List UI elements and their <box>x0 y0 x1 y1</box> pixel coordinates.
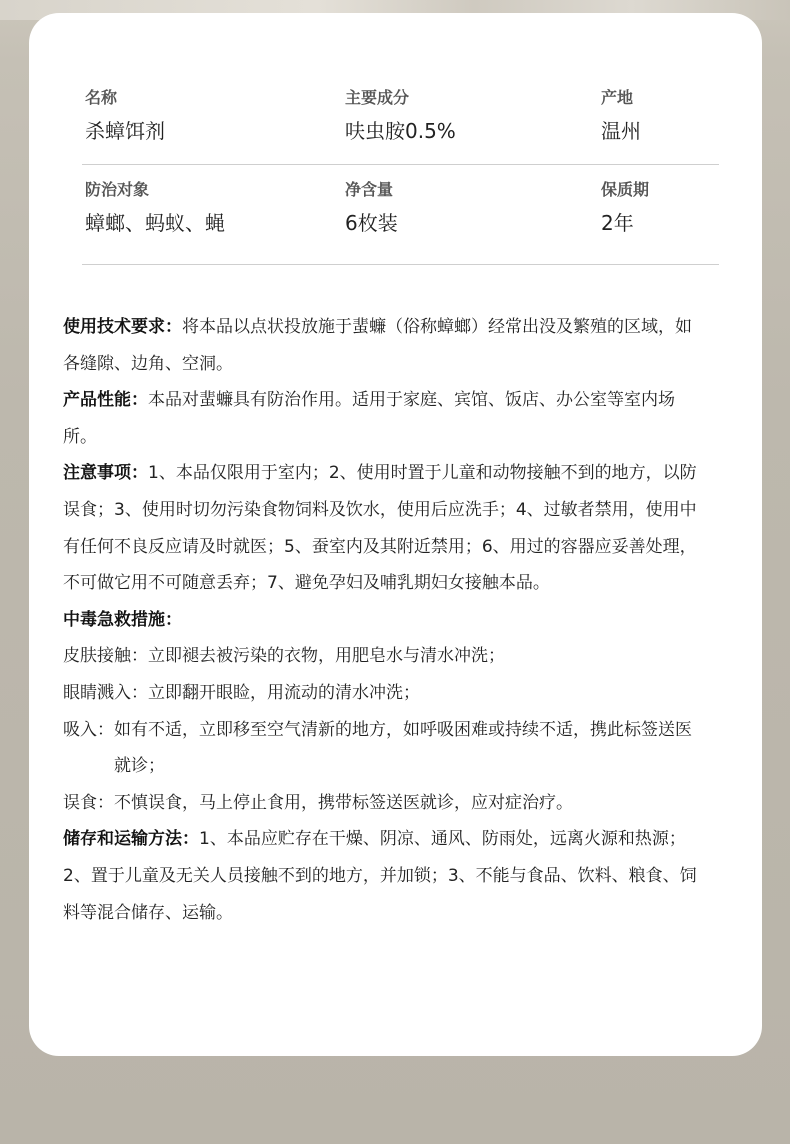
ingestion-label: 误食： <box>63 792 114 813</box>
spec-value: 杀蟑饵剂 <box>85 119 165 143</box>
spec-value: 6枚装 <box>345 211 398 235</box>
performance-paragraph <box>63 382 703 455</box>
spec-value: 温州 <box>601 119 641 143</box>
usage-title: 使用技术要求： <box>63 317 182 337</box>
spec-value: 蟑螂、蚂蚁、蝇 <box>85 211 225 235</box>
skin-contact-paragraph <box>63 638 703 675</box>
usage-paragraph <box>63 309 703 382</box>
performance-title: 产品性能： <box>63 390 148 411</box>
spec-net-content <box>345 179 398 236</box>
eye-contact-label: 眼睛溅入： <box>63 682 148 703</box>
spec-targets <box>85 179 225 236</box>
spec-origin <box>601 87 641 144</box>
storage-text: 1、本品应贮存在干燥、阴凉、通风、防雨处，远离火源和热源；2、置于儿童及无关人员接触不到的地方，并加锁；3、不能与食品、饮料、粮食、饲料等混合储存、运输。 <box>63 829 697 923</box>
inhalation-label: 吸入： <box>63 719 114 740</box>
spec-label: 主要成分 <box>345 88 410 107</box>
spec-shelf-life <box>601 179 649 236</box>
spec-ingredient <box>345 87 456 144</box>
inhalation-text: 如有不适，立即移至空气清新的地方，如呼吸困难或持续不适，携此标签送医就诊； <box>114 719 692 777</box>
instructions-text <box>63 309 703 931</box>
spec-row <box>82 165 719 265</box>
eye-contact-text: 立即翻开眼睑，用流动的清水冲洗； <box>148 682 420 703</box>
spec-row <box>82 73 719 165</box>
spec-value: 2年 <box>601 211 634 235</box>
notes-title: 注意事项： <box>63 463 148 484</box>
storage-paragraph <box>63 821 703 931</box>
first-aid-title: 中毒急救措施： <box>63 609 182 630</box>
skin-contact-label: 皮肤接触： <box>63 646 148 667</box>
spec-label: 净含量 <box>345 180 394 199</box>
notes-text: 1、本品仅限用于室内；2、使用时置于儿童和动物接触不到的地方，以防误食；3、使用时切勿污染食物饲料及饮水，使用后应洗手；4、过敏者禁用，使用中有任何不良反应请及时就医；5、蚕室内及其附近禁用；6、用过的容器应妥善处理，不可做它用不可随意丢弃；7、避免孕妇及哺乳期妇女接触本品。 <box>63 463 697 594</box>
spec-label: 名称 <box>85 88 118 107</box>
spec-label: 防治对象 <box>85 180 150 199</box>
ingestion-paragraph <box>63 785 703 822</box>
performance-text: 本品对蜚蠊具有防治作用。适用于家庭、宾馆、饭店、办公室等室内场所。 <box>63 390 675 447</box>
spec-label: 保质期 <box>601 180 650 199</box>
spec-label: 产地 <box>601 88 634 107</box>
eye-contact-paragraph <box>63 675 703 712</box>
spec-table <box>82 73 719 265</box>
storage-title: 储存和运输方法： <box>63 829 199 850</box>
skin-contact-text: 立即褪去被污染的衣物，用肥皂水与清水冲洗； <box>148 646 505 667</box>
spec-value: 呋虫胺0.5% <box>345 119 456 143</box>
notes-paragraph <box>63 455 703 601</box>
first-aid-heading-paragraph <box>63 602 703 639</box>
inhalation-paragraph <box>63 712 703 785</box>
spec-name <box>85 87 165 144</box>
ingestion-text: 不慎误食，马上停止食用，携带标签送医就诊，应对症治疗。 <box>114 792 573 813</box>
usage-text: 将本品以点状投放施于蜚蠊（俗称蟑螂）经常出没及繁殖的区域，如各缝隙、边角、空洞。 <box>63 317 692 374</box>
